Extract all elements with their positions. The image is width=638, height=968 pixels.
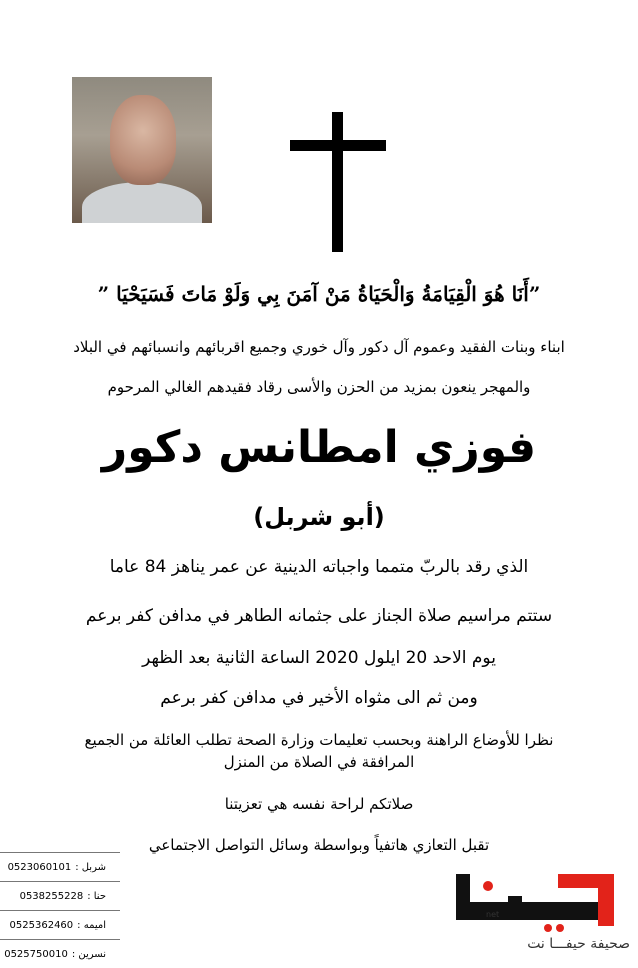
deceased-nickname: (أبو شربل)	[253, 503, 385, 531]
contact-label: حنا :	[87, 890, 106, 902]
contact-number[interactable]: 0525750010	[4, 948, 68, 960]
burial-line: ومن ثم الى مثواه الأخير في مدافن كفر برعم	[160, 688, 478, 708]
contact-item	[0, 939, 120, 968]
haifa-net-logo	[448, 866, 630, 956]
funeral-line: ستتم مراسيم صلاة الجناز على جثمانه الطاهر في مدافن كفر برعم	[85, 606, 553, 626]
contact-number[interactable]: 0538255228	[19, 890, 84, 902]
prayer-line: صلاتكم لراحة نفسه هي تعزيتنا	[224, 795, 414, 813]
contact-label: شربل :	[75, 861, 106, 873]
deceased-name: فوزي امطانس دكور	[101, 422, 537, 473]
deceased-photo	[72, 77, 212, 223]
date-line: يوم الاحد 20 ايلول 2020 الساعة الثانية بعد الظهر	[142, 648, 496, 668]
intro-line-1: ابناء وبنات الفقيد وعموم آل دكور وآل خوري وجميع اقربائهم وانسبائهم في البلاد	[73, 338, 565, 356]
contact-item	[0, 881, 120, 910]
logo-net-text: net	[486, 910, 500, 919]
contact-list	[0, 852, 120, 968]
contact-number[interactable]: 0525362460	[9, 919, 74, 931]
health-notice-line-2: المرافقة في الصلاة من المنزل	[223, 753, 415, 771]
photo-face	[110, 95, 176, 185]
bible-verse: ”أَنَا هُوَ الْقِيَامَةُ وَالْحَيَاةُ مَنْ آمَنَ بِي وَلَوْ مَاتَ فَسَيَحْيَا ”	[97, 282, 541, 306]
condolences-line: تقبل التعازي هاتفياً وبواسطة وسائل التواصل الاجتماعي	[148, 836, 490, 854]
contact-label: نسرين :	[71, 948, 106, 960]
cross-icon	[290, 112, 386, 252]
health-notice-line-1: نظرا للأوضاع الراهنة وبحسب تعليمات وزارة الصحة تطلب العائلة من الجميع	[84, 731, 554, 749]
photo-shirt	[82, 182, 202, 223]
intro-line-2: والمهجر ينعون بمزيد من الحزن والأسى رقاد فقيدهم الغالي المرحوم	[107, 378, 531, 396]
logo-mark	[448, 866, 626, 936]
age-line: الذي رقد بالربّ متمما واجباته الدينية عن عمر يناهز 84 عاما	[109, 557, 529, 577]
contact-item	[0, 910, 120, 939]
contact-number[interactable]: 0523060101	[7, 861, 72, 873]
contact-item	[0, 852, 120, 881]
contact-label: اميمه :	[77, 919, 106, 931]
logo-tagline: صحيفة حيفـــا نت	[527, 936, 630, 952]
